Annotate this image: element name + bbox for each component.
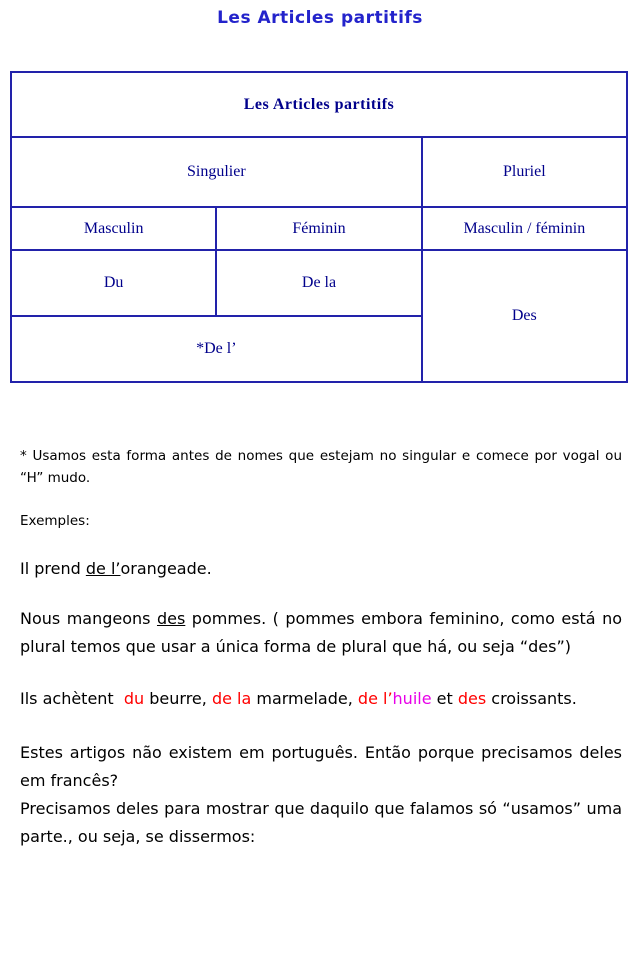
example1-segment: Il prend	[20, 559, 86, 578]
page-title: Les Articles partitifs	[217, 8, 423, 28]
de-l-cell: *De l’	[11, 316, 422, 382]
body-content	[20, 445, 622, 851]
number-row	[11, 137, 627, 207]
example-sentence-1	[20, 555, 622, 583]
example3-segment: et	[431, 689, 458, 708]
example2-underlined-des: des	[156, 609, 186, 628]
example3-segment-des: des	[457, 689, 487, 708]
singulier-cell: Singulier	[11, 137, 422, 207]
example2-segment: Nous mangeons	[20, 609, 157, 628]
example3-segment: croissants.	[486, 689, 577, 708]
table-title-cell: Les Articles partitifs	[11, 72, 627, 137]
example3-segment-huile: huile	[392, 689, 432, 708]
example-sentence-3	[20, 685, 622, 713]
example2-segment: pommes. ( pommes embora feminino, como está no plural temos que usar a única forma de plural que há, ou seja “des”)	[20, 609, 622, 656]
paragraph-1: Estes artigos não existem em português. Então porque precisamos deles em francês?	[20, 743, 622, 790]
example-sentence-2	[20, 605, 622, 661]
de-la-cell: De la	[216, 250, 421, 316]
articles-row	[11, 250, 627, 316]
pluriel-cell: Pluriel	[422, 137, 627, 207]
partitifs-table	[10, 71, 628, 383]
exemples-label: Exemples:	[20, 513, 90, 529]
example3-segment-de-la: de la	[211, 689, 252, 708]
gender-row	[11, 207, 627, 250]
feminin-cell: Féminin	[216, 207, 421, 250]
du-cell: Du	[11, 250, 216, 316]
des-cell: Des	[422, 250, 627, 382]
paragraph-2: Precisamos deles para mostrar que daquilo que falamos só “usamos” uma parte., ou seja, se dissermos:	[20, 799, 622, 846]
masculin-cell: Masculin	[11, 207, 216, 250]
example3-segment: marmelade,	[251, 689, 358, 708]
example3-segment-de-l: de l’	[357, 689, 393, 708]
example1-underlined-de-l: de l’	[85, 559, 121, 578]
example3-segment-du: du	[123, 689, 145, 708]
footnote-text: * Usamos esta forma antes de nomes que estejam no singular e comece por vogal ou “H” mudo.	[20, 448, 622, 486]
example3-segment: beurre,	[144, 689, 212, 708]
masculin-feminin-cell: Masculin / féminin	[422, 207, 627, 250]
table-title-row	[11, 72, 627, 137]
example1-segment: orangeade.	[120, 559, 212, 578]
example3-segment: Ils achètent	[20, 689, 124, 708]
